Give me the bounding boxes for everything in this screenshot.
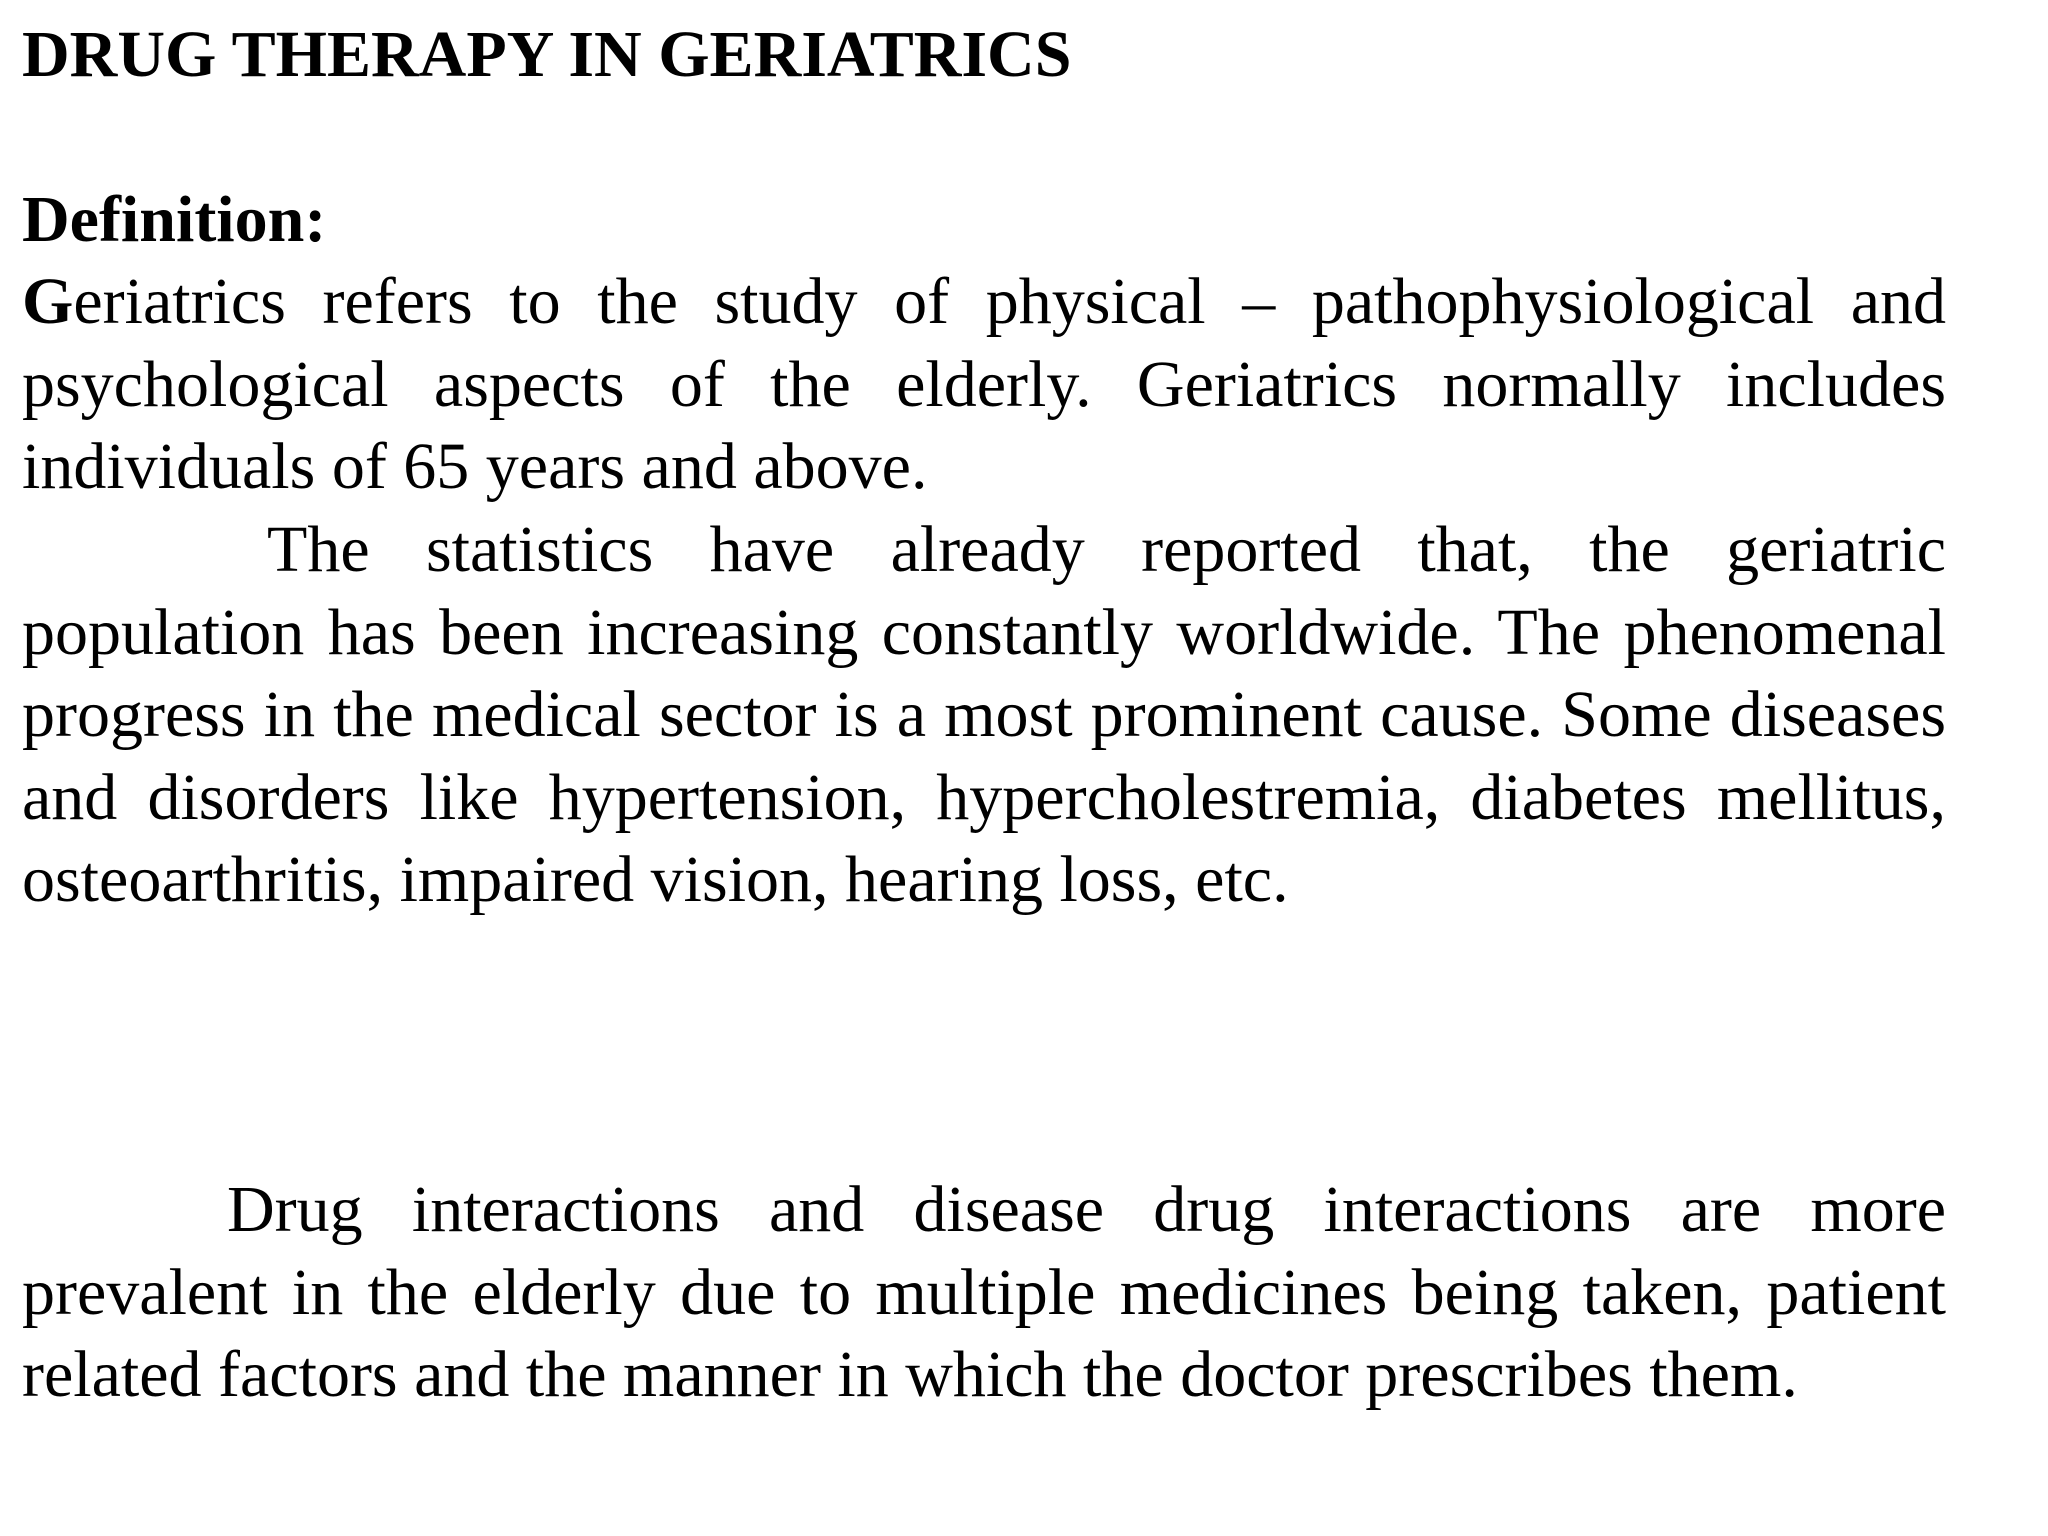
- definition-paragraph: [22, 261, 1946, 509]
- document-title: DRUG THERAPY IN GERIATRICS: [22, 18, 1072, 91]
- statistics-paragraph: The statistics have already reported that, the geriatric population has been increasing constantly worldwide. The phenomenal progress in the medical sector is a most prominent cause. Some diseases and disorders like hypertension, hypercholestremia, diabetes mellitus, osteoarthritis, impaired vision, hearing loss, etc.: [22, 513, 1946, 916]
- drop-letter: G: [22, 265, 74, 338]
- definition-heading: Definition:: [22, 183, 327, 256]
- drug-interactions-paragraph: Drug interactions and disease drug interactions are more prevalent in the elderly due to multiple medicines being taken, patient related factors and the manner in which the doctor prescribes them.: [22, 1173, 1946, 1411]
- definition-text: eriatrics refers to the study of physical – pathophysiological and psychological aspects of the elderly. Geriatrics normally includes individuals of 65 years and above.: [22, 265, 1946, 503]
